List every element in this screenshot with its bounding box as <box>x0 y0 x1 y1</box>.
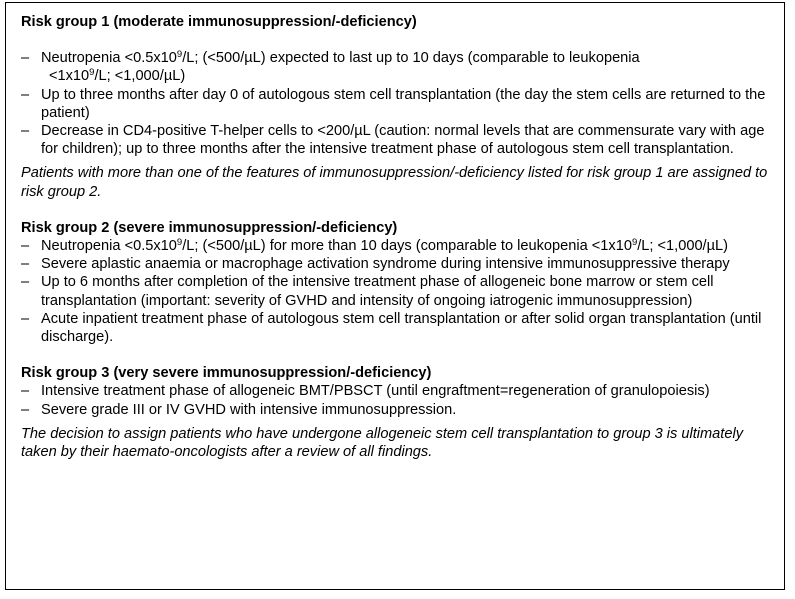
risk-group-1-note: Patients with more than one of the features of immunosuppression/-deficiency listed for risk group 1 are assigned to risk group 2. <box>21 165 768 200</box>
list-item-text: Decrease in CD4-positive T-helper cells to <200/µL (caution: normal levels that are commensurate vary with age for children); up to three months after the intensive treatment phase of autologous stem cell transplantation. <box>41 123 765 158</box>
bullet-dash: – <box>21 383 30 400</box>
bullet-dash: – <box>21 256 30 273</box>
bullet-dash: – <box>21 274 30 291</box>
bullet-dash: – <box>21 401 30 418</box>
list-item-text: Up to three months after day 0 of autologous stem cell transplantation (the day the stem cells are returned to the patient) <box>41 86 766 121</box>
bullet-dash: – <box>21 123 30 140</box>
list-item <box>21 49 784 85</box>
list-item-text: Neutropenia $<0.5x10^9/L$; (<500/µL) for more than 10 days (comparable to leukopenia $<1x10^9/L$; <1,000/µL) <box>41 237 728 255</box>
list-item-text: Neutropenia $<0.5x10^9/L$; (<500/µL) expected to last up to 10 days (comparable to leukopenia $<1x10^9/L$; <1,000/µL) <box>41 49 640 85</box>
risk-group-2-heading: Risk group 2 (severe immunosuppression/-deficiency) <box>21 219 398 236</box>
spacer <box>21 201 784 219</box>
list-item <box>21 237 784 255</box>
list-item <box>21 122 784 158</box>
list-item-text: Severe grade III or IV GVHD with intensive immunosuppression. <box>41 401 457 418</box>
bullet-dash: – <box>21 310 30 327</box>
risk-groups-panel <box>5 2 785 590</box>
list-item-text: Severe aplastic anaemia or macrophage activation syndrome during intensive immunosuppressive therapy <box>41 256 730 273</box>
risk-group-3-note: The decision to assign patients who have undergone allogeneic stem cell transplantation to group 3 is ultimately taken by their haemato-oncologists after a review of all findings. <box>21 425 744 461</box>
list-item-text: Up to 6 months after completion of the intensive treatment phase of allogeneic bone marrow or stem cell transplantation (important: severity of GVHD and intensity of ongoing iatrogenic immunosuppression) <box>41 274 714 309</box>
list-item-text: Acute inpatient treatment phase of autologous stem cell transplantation or after solid organ transplantation (until discharge). <box>41 310 762 346</box>
list-item-text: Intensive treatment phase of allogeneic BMT/PBSCT (until engraftment=regeneration of granulopoiesis) <box>41 383 710 400</box>
bullet-dash: – <box>21 86 30 103</box>
risk-group-3-heading: Risk group 3 (very severe immunosuppression/-deficiency) <box>21 365 432 382</box>
bullet-dash: – <box>21 50 30 67</box>
spacer <box>21 31 784 49</box>
list-item <box>21 273 784 309</box>
list-item <box>21 310 784 346</box>
list-item <box>21 86 784 122</box>
bullet-dash: – <box>21 238 30 255</box>
risk-group-1-heading: Risk group 1 (moderate immunosuppression/-deficiency) <box>21 14 417 30</box>
list-item <box>21 255 784 273</box>
spacer <box>21 346 784 364</box>
list-item <box>21 401 784 419</box>
list-item <box>21 382 784 400</box>
